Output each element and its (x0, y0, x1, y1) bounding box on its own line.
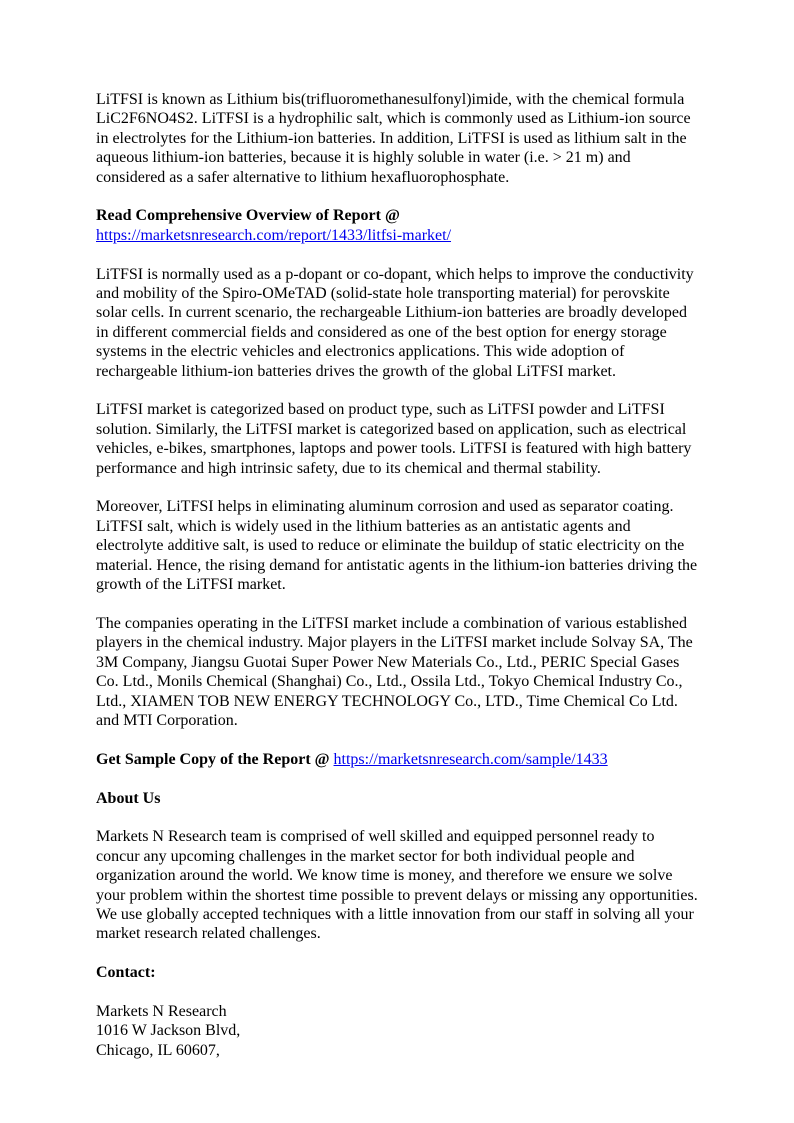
sample-report-link[interactable]: https://marketsnresearch.com/sample/1433 (333, 750, 608, 768)
paragraph-antistatic: Moreover, LiTFSI helps in eliminating aluminum corrosion and used as separator coating. LiTFSI salt, which is widely used in the lithium batteries as an antistatic agents and electrolyte additive salt, is used to reduce or eliminate the buildup of static electricity on the material. Hence, the rising demand for antistatic agents in the lithium-ion batteries driving the growth of the LiTFSI market. (96, 498, 698, 594)
overview-section (96, 206, 698, 245)
contact-block (96, 1002, 698, 1060)
sample-section (96, 750, 698, 769)
about-us-heading: About Us (96, 789, 161, 807)
paragraph-about: Markets N Research team is comprised of well skilled and equipped personnel ready to concur any upcoming challenges in the market sector for both individual people and organization around the world. We know time is money, and therefore we ensure we solve your problem within the shortest time possible to prevent delays or missing any opportunities. We use globally accepted techniques with a little innovation from our staff in solving all your market research related challenges. (96, 828, 698, 943)
overview-heading: Read Comprehensive Overview of Report @ (96, 207, 400, 225)
sample-heading: Get Sample Copy of the Report @ (96, 750, 330, 768)
contact-city-state-zip: Chicago, IL 60607, (96, 1041, 220, 1059)
contact-street-address: 1016 W Jackson Blvd, (96, 1022, 241, 1040)
document-content (96, 90, 698, 1080)
contact-company-name: Markets N Research (96, 1002, 227, 1020)
paragraph-companies: The companies operating in the LiTFSI market include a combination of various established players in the chemical industry. Major players in the LiTFSI market include Solvay SA, The 3M Company, Jiangsu Guotai Super Power New Materials Co., Ltd., PERIC Special Gases Co. Ltd., Monils Chemical (Shanghai) Co., Ltd., Ossila Ltd., Tokyo Chemical Industry Co., Ltd., XIAMEN TOB NEW ENERGY TECHNOLOGY Co., LTD., Time Chemical Co Ltd. and MTI Corporation. (96, 614, 693, 729)
paragraph-usage: LiTFSI is normally used as a p-dopant or co-dopant, which helps to improve the conductivity and mobility of the Spiro-OMeTAD (solid-state hole transporting material) for perovskite solar cells. In current scenario, the rechargeable Lithium-ion batteries are broadly developed in different commercial fields and considered as one of the best option for energy storage systems in the electric vehicles and electronics applications. This wide adoption of rechargeable lithium-ion batteries drives the growth of the global LiTFSI market. (96, 265, 694, 380)
paragraph-segmentation: LiTFSI market is categorized based on product type, such as LiTFSI powder and LiTFSI solution. Similarly, the LiTFSI market is categorized based on application, such as electrical vehicles, e-bikes, smartphones, laptops and power tools. LiTFSI is featured with high battery performance and high intrinsic safety, due to its chemical and thermal stability. (96, 401, 692, 477)
paragraph-intro: LiTFSI is known as Lithium bis(trifluoromethanesulfonyl)imide, with the chemical formula LiC2F6NO4S2. LiTFSI is a hydrophilic salt, which is commonly used as Lithium-ion source in electrolytes for the Lithium-ion batteries. In addition, LiTFSI is used as lithium salt in the aqueous lithium-ion batteries, because it is highly soluble in water (i.e. > 21 m) and considered as a safer alternative to lithium hexafluorophosphate. (96, 91, 691, 186)
overview-report-link[interactable]: https://marketsnresearch.com/report/1433/litfsi-market/ (96, 226, 452, 244)
contact-heading: Contact: (96, 964, 156, 982)
